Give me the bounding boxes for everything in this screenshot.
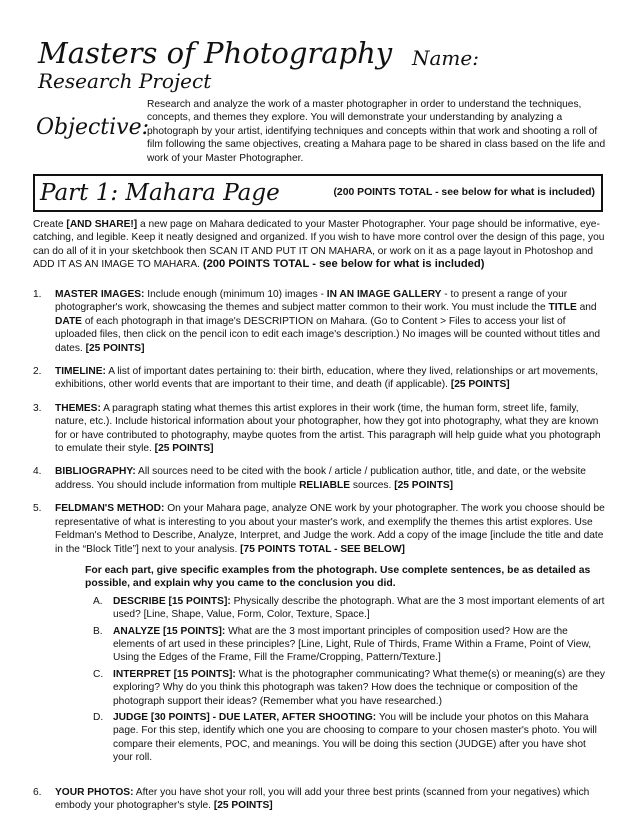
list-item — [33, 786, 605, 813]
list-item — [33, 288, 605, 355]
item-heading: MASTER IMAGES: — [55, 289, 145, 300]
feldman-steps — [85, 595, 605, 765]
item-text: A list of important dates pertaining to: their birth, education, where they lived, relationships or art movements, exhibitions, other world events that are important to their time, and death (if applicable). — [55, 366, 599, 391]
item-heading: BIBLIOGRAPHY: — [55, 466, 136, 478]
feldman-step — [85, 625, 605, 665]
item-emphasis: RELIABLE — [299, 479, 351, 491]
part1-intro — [33, 218, 605, 272]
item-text: and — [576, 302, 597, 314]
step-letter: C. — [93, 668, 104, 680]
item-points: [25 POINTS] — [450, 379, 510, 391]
step-letter: D. — [93, 711, 104, 723]
item-text: Include enough (minimum 10) images - — [144, 289, 327, 300]
item-heading: FELDMAN'S METHOD: — [55, 503, 165, 515]
item-number: 3. — [33, 402, 42, 414]
item-text: All sources need to be cited with the book / article / publication author, title, and date, or the website address. You should include information from multiple — [55, 466, 586, 491]
item-points: [75 POINTS TOTAL - SEE BELOW] — [240, 543, 405, 555]
item-points: [25 POINTS] — [154, 443, 214, 455]
feldman-step — [85, 668, 605, 708]
step-heading: INTERPRET [15 POINTS]: — [113, 668, 236, 680]
page-subtitle: Research Project — [38, 69, 212, 93]
feldman-step — [85, 595, 605, 622]
item-heading: TIMELINE: — [55, 366, 106, 378]
objective-text: Research and analyze the work of a master photographer in order to understand the techniques, concepts, and themes they explore. You will demonstrate your understanding by analyzing a photograph by your artist, identifying techniques and concepts within that work and shooting a roll of film following the same objectives, creating a Mahara page to be shared in class based on the life and work of your Master Photographer. — [147, 99, 606, 164]
list-item — [33, 365, 605, 392]
list-item — [33, 465, 605, 492]
item-number: 5. — [33, 503, 42, 515]
feldman-step — [85, 711, 605, 765]
page-title: Masters of Photography — [38, 36, 393, 70]
objective-label: Objective: — [36, 115, 150, 140]
item-emphasis: TITLE — [548, 302, 577, 314]
item-text: On your Mahara page, analyze ONE work by your photographer. The work you choose should be representative of what is interesting to you about your master's work, and exemplify the themes this artist explores. Use Feldman's Method to Describe, Analyze, Interpret, and Judge the work. Add a copy of the image [include the title and date in the “Block Title”] next to your analysis. — [55, 503, 605, 555]
item-emphasis: DATE — [55, 315, 82, 327]
requirements-list — [33, 288, 605, 812]
intro-points: (200 POINTS TOTAL - see below for what is included) — [202, 258, 485, 271]
item-points: [25 POINTS] — [213, 800, 273, 811]
intro-share: [AND SHARE!] — [66, 219, 138, 230]
item-number: 4. — [33, 466, 42, 478]
step-text: Physically describe the photograph. What are the 3 most important elements of art used? [Line, Shape, Value, Form, Color, Texture, Space.] — [113, 595, 605, 621]
item-text: - to present a range of your photographer's work, showcasing the themes and subject matter common to their work. You must include the — [55, 289, 568, 314]
part1-header-box — [33, 174, 603, 212]
item-number: 6. — [33, 786, 42, 798]
item-heading: YOUR PHOTOS: — [55, 786, 134, 798]
name-label: Name: — [412, 46, 479, 70]
item-number: 2. — [33, 366, 42, 378]
item-points: [25 POINTS] — [394, 479, 454, 491]
step-heading: DESCRIBE [15 POINTS]: — [113, 595, 231, 607]
intro-text: a new page on Mahara dedicated to your Master Photographer. Your page should be informative, eye-catching, and legible. Keep it neatly designed and organized. If you wish to have more control over the design of this page, you can do all of it in your sketchbook then SCAN IT AND PUT IT ON MAHARA, or work on it as a page layout in Photoshop and ADD IT AS AN IMAGE TO MAHARA. — [33, 219, 605, 271]
item-text: After you have shot your roll, you will add your three best prints (scanned from your negatives) which embody your photographer's style. — [55, 786, 590, 811]
step-text: What is the photographer communicating? What theme(s) or meaning(s) are they exploring? Why do you think this photograph was taken? How does the technique or composition of the photograph support their ideas? (Remember what you have researched.) — [113, 668, 606, 707]
item-emphasis: IN AN IMAGE GALLERY — [326, 289, 442, 300]
item-text: sources. — [350, 479, 395, 491]
step-heading: ANALYZE [15 POINTS]: — [113, 625, 226, 637]
item-text: A paragraph stating what themes this artist explores in their work (time, the human form, street life, family, nature, etc.). Include historical information about your photographer, how they got into photography, what they are known for or have contributed to photography, maybe quotes from the artist. This paragraph will help guide what you photograph to emulate their style. — [55, 402, 601, 455]
step-letter: A. — [93, 595, 103, 607]
step-heading: JUDGE [30 POINTS] - DUE LATER, AFTER SHOOTING: — [113, 711, 377, 723]
list-item — [33, 502, 605, 775]
item-text: of each photograph in that image's DESCRIPTION on Mahara. (Go to Content > Files to access your list of uploaded files, then click on the pencil icon to edit each image's description.) No images will be counted without titles and dates. — [55, 315, 601, 354]
item-number: 1. — [33, 289, 42, 300]
step-text: What are the 3 most important principles of composition used? How are the elements of art used in these principles? [Line, Light, Rule of Thirds, Frame Within a Frame, Point of View, Using the Edges of the Frame, Fill the Frame/Cropping, Pattern/Texture.] — [113, 625, 592, 664]
list-item — [33, 402, 605, 456]
item-heading: THEMES: — [55, 402, 101, 414]
part1-title: Part 1: Mahara Page — [40, 180, 280, 206]
step-text: You will be include your photos on this Mahara page. For this step, identify which one you are choosing to compare to your chosen master's photo. You will compare their elements, POC, and meanings. You will be doing this section (JUDGE) after you have shot your roll. — [113, 711, 597, 764]
part1-points: (200 POINTS TOTAL - see below for what is included) — [333, 187, 595, 198]
feldman-instructions: For each part, give specific examples from the photograph. Use complete sentences, be as detailed as possible, and explain why you came to the conclusion you did. — [85, 564, 591, 590]
item-points: [25 POINTS] — [85, 342, 145, 354]
intro-text: Create — [33, 219, 67, 230]
step-letter: B. — [93, 625, 103, 637]
